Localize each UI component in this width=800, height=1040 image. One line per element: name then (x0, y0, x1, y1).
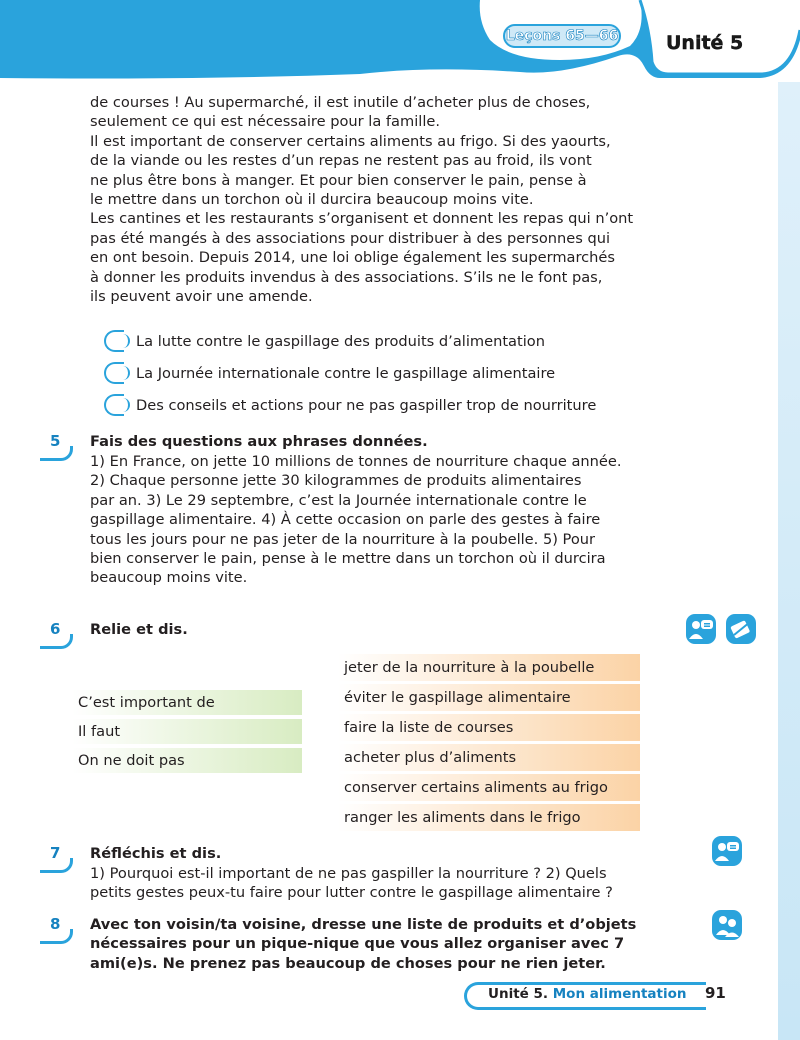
right-phrase[interactable]: conserver certains aliments au frigo (338, 774, 640, 801)
footer-unit-title (488, 986, 687, 1002)
choice-label: La Journée internationale contre le gaspillage alimentaire (136, 365, 556, 382)
choice-label: Des conseils et actions pour ne pas gaspiller trop de nourriture (136, 397, 597, 414)
exercise-line: ami(e)s. Ne prenez pas beaucoup de choses pour ne rien jeter. (90, 954, 606, 972)
exercise-line: Avec ton voisin/ta voisine, dresse une liste de produits et d’objets (90, 916, 637, 933)
reading-line: pas été mangés à des associations pour distribuer à des personnes qui (90, 229, 611, 247)
reading-line: le mettre dans un torchon où il durcira beaucoup moins vite. (90, 191, 534, 209)
right-phrase[interactable]: acheter plus d’aliments (338, 744, 640, 771)
speaking-icon (686, 614, 716, 644)
exercise-8-number: 8 (40, 915, 72, 941)
checkbox-bracket[interactable] (104, 394, 124, 416)
exercise-5-text (90, 452, 662, 588)
exercise-line: 1) En France, on jette 10 millions de tonnes de nourriture chaque année. (90, 453, 622, 470)
exercise-line: 1) Pourquoi est-il important de ne pas gaspiller la nourriture ? 2) Quels (90, 865, 607, 882)
exercise-5-number: 5 (40, 432, 72, 458)
footer-topic: Mon alimentation (552, 986, 687, 1002)
speaking-icon (712, 836, 742, 866)
reading-line: ils peuvent avoir une amende. (90, 288, 313, 306)
exercise-line: bien conserver le pain, pense à le mettre dans un torchon où il durcira (90, 550, 606, 568)
left-phrase[interactable]: C’est important de (72, 690, 302, 715)
reading-text (90, 93, 662, 306)
exercise-5-title: Fais des questions aux phrases données. (90, 433, 428, 450)
choice-label: La lutte contre le gaspillage des produits d’alimentation (136, 333, 545, 350)
left-phrase[interactable]: On ne doit pas (72, 748, 302, 773)
checkbox-bracket[interactable] (104, 330, 124, 352)
exercise-6-title: Relie et dis. (90, 621, 188, 638)
exercise-line: beaucoup moins vite. (90, 569, 248, 587)
exercise-8-text (90, 915, 662, 973)
reading-line: ne plus être bons à manger. Et pour bien conserver le pain, pense à (90, 171, 587, 189)
lessons-badge: Leçons 65—66 (503, 24, 621, 48)
reading-line: de courses ! Au supermarché, il est inutile d’acheter plus de choses, (90, 94, 591, 111)
exercise-line: tous les jours pour ne pas jeter de la nourriture à la poubelle. 5) Pour (90, 530, 596, 548)
exercise-line: par an. 3) Le 29 septembre, c’est la Journée internationale contre le (90, 491, 587, 509)
reading-line: à donner les produits invendus à des associations. S’ils ne le font pas, (90, 268, 603, 286)
writing-icon (726, 614, 756, 644)
left-phrase[interactable]: Il faut (72, 719, 302, 744)
pair-work-icon (712, 910, 742, 940)
exercise-6-number: 6 (40, 620, 72, 646)
reading-line: Les cantines et les restaurants s’organisent et donnent les repas qui n’ont (90, 210, 634, 228)
exercise-7-number: 7 (40, 844, 72, 870)
exercise-line: petits gestes peux-tu faire pour lutter contre le gaspillage alimentaire ? (90, 884, 613, 902)
exercise-7-text (90, 864, 662, 903)
right-phrase[interactable]: ranger les aliments dans le frigo (338, 804, 640, 831)
reading-line: Il est important de conserver certains aliments au frigo. Si des yaourts, (90, 132, 611, 150)
checkbox-bracket[interactable] (104, 362, 124, 384)
page-edge-strip (778, 82, 800, 1040)
reading-line: seulement ce qui est nécessaire pour la famille. (90, 113, 440, 131)
unit-tab: Unité 5 (666, 32, 744, 54)
reading-line: en ont besoin. Depuis 2014, une loi oblige également les supermarchés (90, 249, 616, 267)
reading-line: de la viande ou les restes d’un repas ne restent pas au froid, ils vont (90, 152, 592, 170)
page-number: 91 (705, 984, 726, 1002)
right-phrase[interactable]: jeter de la nourriture à la poubelle (338, 654, 640, 681)
right-phrase[interactable]: faire la liste de courses (338, 714, 640, 741)
exercise-line: 2) Chaque personne jette 30 kilogrammes de produits alimentaires (90, 472, 582, 490)
exercise-line: nécessaires pour un pique-nique que vous allez organiser avec 7 (90, 935, 625, 953)
footer-unit: Unité 5. (488, 986, 549, 1002)
exercise-line: gaspillage alimentaire. 4) À cette occasion on parle des gestes à faire (90, 511, 601, 529)
right-phrase[interactable]: éviter le gaspillage alimentaire (338, 684, 640, 711)
exercise-7-title: Réfléchis et dis. (90, 845, 222, 862)
